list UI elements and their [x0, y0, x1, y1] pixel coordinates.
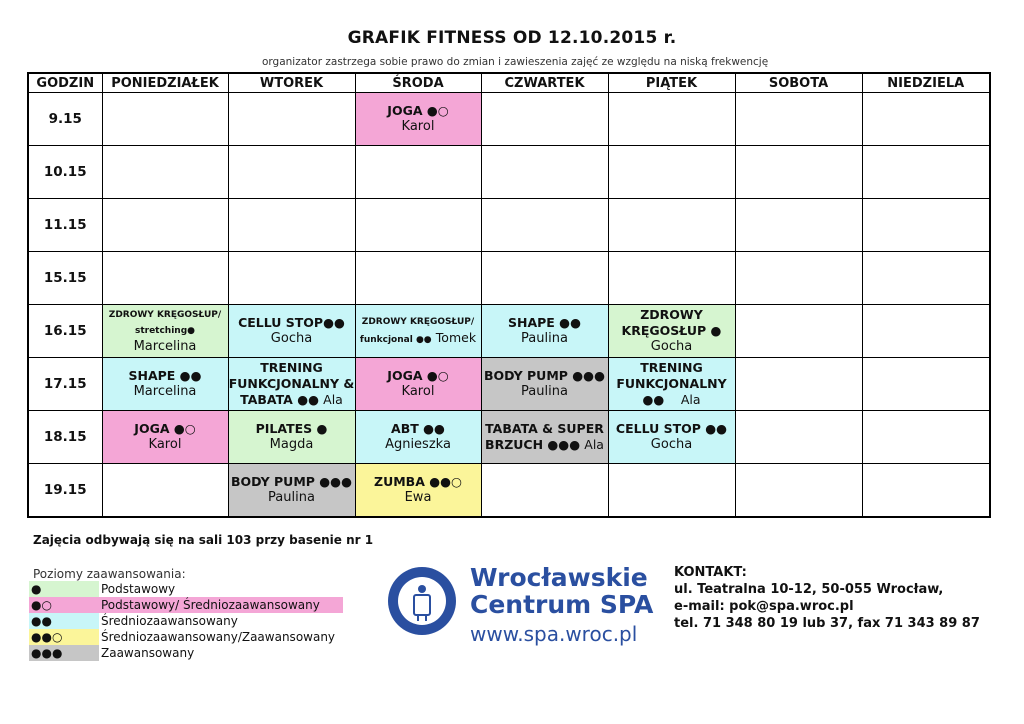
class-name: ZDROWY KRĘGOSŁUP/: [108, 310, 222, 320]
empty-cell: [608, 252, 735, 305]
instructor-name: Gocha: [270, 331, 313, 346]
empty-cell: [228, 199, 355, 252]
empty-cell: [862, 199, 990, 252]
empty-cell: [228, 146, 355, 199]
legend-symbol: ●●○: [29, 629, 99, 645]
class-name-line2: stretching●: [134, 326, 196, 336]
brand-url: www.spa.wroc.pl: [470, 622, 638, 646]
class-name: ABT ●●: [391, 421, 445, 436]
instructor-name: Magda: [269, 437, 314, 452]
class-name-line3: ●●: [642, 391, 665, 407]
empty-cell: [102, 146, 228, 199]
legend-symbol: ●●: [29, 613, 99, 629]
instructor-name: Marcelina: [133, 384, 197, 399]
class-name: CELLU STOP ●●: [615, 421, 728, 436]
instructor-name: Agnieszka: [385, 437, 451, 452]
class-cell: [355, 464, 481, 517]
contact-email: e-mail: pok@spa.wroc.pl: [674, 599, 854, 614]
class-cell: [102, 305, 228, 358]
instructor-name: Karol: [148, 437, 182, 452]
hour-cell: 19.15: [28, 464, 102, 517]
table-row: [28, 93, 990, 146]
empty-cell: [481, 146, 608, 199]
page-subtitle: organizator zastrzega sobie prawo do zmian i zawieszenia zajęć ze względu na niską frekwencję: [262, 56, 769, 68]
class-name: TABATA & SUPER: [485, 420, 604, 436]
hour-cell: 11.15: [28, 199, 102, 252]
class-cell: [102, 358, 228, 411]
empty-cell: [608, 93, 735, 146]
empty-cell: [862, 93, 990, 146]
page-title: GRAFIK FITNESS OD 12.10.2015 r.: [347, 28, 677, 48]
hour-cell: 10.15: [28, 146, 102, 199]
empty-cell: [862, 358, 990, 411]
empty-cell: [481, 464, 608, 517]
empty-cell: [228, 252, 355, 305]
class-cell: [481, 411, 608, 464]
class-cell: [481, 305, 608, 358]
class-cell: [228, 305, 355, 358]
column-header-hour: GODZIN: [28, 73, 102, 93]
class-cell: [355, 93, 481, 146]
class-name: ZDROWY: [640, 307, 703, 322]
empty-cell: [102, 199, 228, 252]
class-name-line2: KRĘGOSŁUP ●: [621, 323, 722, 338]
class-cell: [228, 411, 355, 464]
legend-row: [29, 581, 343, 597]
empty-cell: [102, 252, 228, 305]
table-row: [28, 358, 990, 411]
column-header-tuesday: WTOREK: [228, 73, 355, 93]
empty-cell: [735, 146, 862, 199]
empty-cell: [608, 199, 735, 252]
column-header-friday: PIĄTEK: [608, 73, 735, 93]
class-cell: [355, 305, 481, 358]
empty-cell: [355, 199, 481, 252]
instructor-name: Gocha: [650, 437, 693, 452]
room-note: Zajęcia odbywają się na sali 103 przy basenie nr 1: [33, 533, 374, 547]
instructor-name: Tomek: [435, 330, 477, 345]
table-row: [28, 146, 990, 199]
class-name: BODY PUMP ●●●: [483, 368, 605, 383]
header-row: [28, 73, 990, 93]
class-name-line2: funkcjonal ●●: [359, 335, 432, 345]
contact-phone: tel. 71 348 80 19 lub 37, fax 71 343 89 87: [674, 616, 980, 631]
instructor-name: Paulina: [521, 384, 568, 399]
empty-cell: [355, 252, 481, 305]
hour-cell: 18.15: [28, 411, 102, 464]
instructor-name: Ala: [323, 391, 343, 407]
class-name: JOGA ●○: [134, 421, 196, 436]
column-header-saturday: SOBOTA: [735, 73, 862, 93]
empty-cell: [102, 464, 228, 517]
column-header-wednesday: ŚRODA: [355, 73, 481, 93]
empty-cell: [735, 358, 862, 411]
class-name: PILATES ●: [255, 421, 328, 436]
levels-legend: [29, 581, 343, 661]
legend-label: Podstawowy: [101, 582, 176, 596]
instructor-name: Paulina: [268, 489, 315, 505]
class-cell: [481, 358, 608, 411]
empty-cell: [481, 93, 608, 146]
class-name: SHAPE ●●: [128, 368, 202, 383]
class-name: ZUMBA ●●○: [374, 473, 462, 489]
instructor-name: Ewa: [404, 489, 432, 505]
legend-label: Zaawansowany: [101, 646, 195, 660]
table-row: [28, 252, 990, 305]
legend-label: Średniozaawansowany: [101, 614, 238, 628]
empty-cell: [735, 252, 862, 305]
empty-cell: [228, 93, 355, 146]
class-name: ZDROWY KRĘGOSŁUP/: [361, 317, 475, 327]
hour-cell: 16.15: [28, 305, 102, 358]
hour-cell: 17.15: [28, 358, 102, 411]
empty-cell: [608, 464, 735, 517]
legend-symbol: ●○: [29, 597, 99, 613]
empty-cell: [862, 464, 990, 517]
empty-cell: [481, 199, 608, 252]
empty-cell: [735, 199, 862, 252]
instructor-name: Karol: [401, 384, 435, 399]
empty-cell: [735, 93, 862, 146]
class-cell: [102, 411, 228, 464]
instructor-name: Ala: [680, 391, 701, 407]
hour-cell: 9.15: [28, 93, 102, 146]
table-row: [28, 411, 990, 464]
class-cell: [228, 464, 355, 517]
schedule-table: [27, 72, 991, 518]
table-row: [28, 305, 990, 358]
levels-title: Poziomy zaawansowania:: [33, 567, 186, 581]
spa-logo-icon: [386, 565, 458, 637]
class-cell: [608, 358, 735, 411]
class-name-line2: FUNKCJONALNY &: [228, 375, 355, 391]
instructor-name: Gocha: [650, 339, 693, 354]
legend-label: Średniozaawansowany/Zaawansowany: [101, 630, 336, 644]
legend-row: [29, 629, 343, 645]
empty-cell: [862, 252, 990, 305]
class-name: TRENING: [640, 359, 703, 375]
table-row: [28, 464, 990, 517]
legend-row: [29, 613, 343, 629]
legend-row: [29, 645, 343, 661]
instructor-name: Ala: [584, 436, 604, 452]
class-name-line2: FUNKCJONALNY: [616, 375, 727, 391]
legend-symbol: ●●●: [29, 645, 99, 661]
class-name: BODY PUMP ●●●: [230, 473, 352, 489]
empty-cell: [862, 411, 990, 464]
empty-cell: [735, 464, 862, 517]
empty-cell: [735, 411, 862, 464]
contact-block: [674, 564, 980, 632]
class-name: SHAPE ●●: [507, 315, 581, 330]
instructor-name: Paulina: [521, 331, 568, 346]
empty-cell: [102, 93, 228, 146]
empty-cell: [481, 252, 608, 305]
table-row: [28, 199, 990, 252]
brand-line2: Centrum SPA: [470, 590, 654, 619]
class-cell: [608, 305, 735, 358]
class-name: CELLU STOP●●: [238, 315, 345, 330]
empty-cell: [608, 146, 735, 199]
class-name-line2: BRZUCH ●●●: [485, 436, 581, 452]
class-cell: [228, 358, 355, 411]
contact-address: ul. Teatralna 10-12, 50-055 Wrocław,: [674, 582, 944, 597]
hour-cell: 15.15: [28, 252, 102, 305]
class-name: TRENING: [260, 359, 323, 375]
column-header-sunday: NIEDZIELA: [862, 73, 990, 93]
class-cell: [608, 411, 735, 464]
contact-title: KONTAKT:: [674, 565, 747, 580]
class-name: JOGA ●○: [387, 368, 449, 383]
empty-cell: [735, 305, 862, 358]
class-name: JOGA ●○: [387, 103, 449, 118]
class-cell: [355, 411, 481, 464]
legend-row: [29, 597, 343, 613]
empty-cell: [862, 146, 990, 199]
legend-symbol: ●: [29, 581, 99, 597]
legend-label: Podstawowy/ Średniozaawansowany: [99, 597, 343, 613]
class-name-line3: TABATA ●●: [240, 391, 320, 407]
instructor-name: Karol: [401, 119, 435, 134]
column-header-monday: PONIEDZIAŁEK: [102, 73, 228, 93]
brand-line1: Wrocławskie: [470, 563, 648, 592]
empty-cell: [862, 305, 990, 358]
instructor-name: Marcelina: [133, 339, 197, 354]
class-cell: [355, 358, 481, 411]
column-header-thursday: CZWARTEK: [481, 73, 608, 93]
empty-cell: [355, 146, 481, 199]
